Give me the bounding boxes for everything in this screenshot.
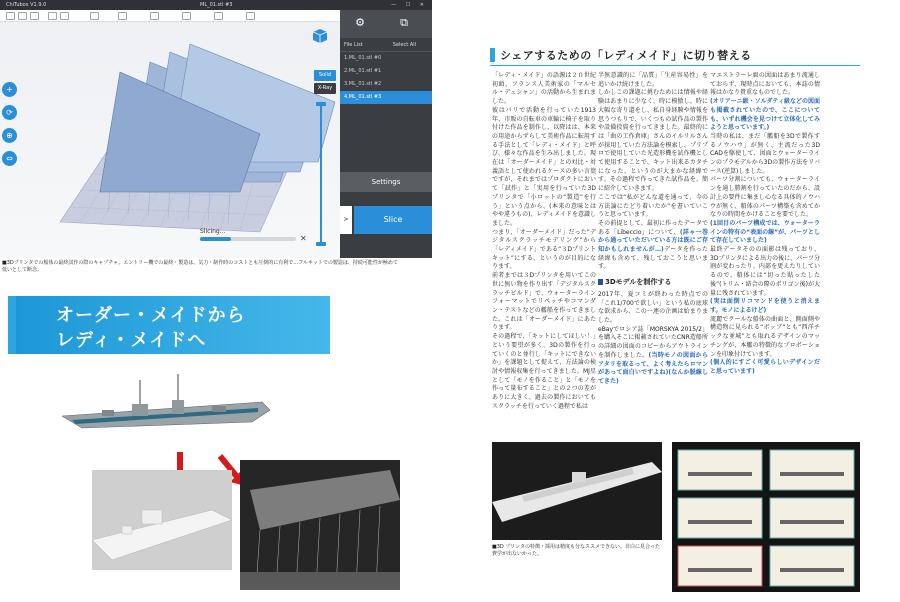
paragraph: パーツ分割についても、ウォーターラインを通し勝割を行っていたのだから、設計上の要件に集まし心なる具体的ノウハウが無く、船体のパーツ構築も含めてかなりの時間をかけることを要でした。 [710,176,820,219]
settings-icon[interactable] [246,12,255,20]
app-name: ChiTubox V1.9.0 [6,2,47,8]
photo-printed-hull-bw [492,442,662,540]
rotate-tool-icon[interactable]: ⟳ [2,105,17,120]
progress-track [200,237,296,241]
file-list [340,52,432,104]
left-page [0,0,432,602]
redo-icon[interactable] [60,12,69,20]
paragraph: 当時の私は、まだ「艦船を3Dで製作するノウハウ」が無く、主流だった3D CADを駆使して、図面とウォーターラインのプラモデルから3Dの製作方法をリバース(逆算)しました。 [710,132,820,175]
banner-line-1: オーダー・メイドから [56,305,246,326]
app-titlebar [0,0,432,10]
progress-fill [200,237,231,241]
folder-icon[interactable] [30,12,39,20]
slicer-screenshot [0,0,432,258]
subheading [598,278,708,287]
page-gutter [432,0,448,602]
hollow-icon[interactable] [150,12,159,20]
file-list-item[interactable]: 1.ML_01.stl #0 [344,55,382,61]
highlighted-aside: (1回目のパーツ構成では、ウォーターラインの特有の“表面の線”が、パーツとして存在していました) [710,219,820,245]
paragraph: ここでは“私がどんな道を通って、今の方法論にたどり着いたか”を書いていこうと思っています。 [598,193,708,219]
paragraph: その過程で、「キットにしてほしい！」という要望が多く、3Dの製作を行っていくのと並行し「キットにできないか」を課題として捉えて、方法論の検討や情報収集を行ってきました。MJ星として「モノを作ること」と「モノを作って量布すること」との２つの差がありに大きく、過去の製作においてもスクラッチを行っていく過程で私は [492,333,596,410]
article-heading [490,48,830,62]
side-toolbar [2,82,18,174]
scale-tool-icon[interactable]: ⊕ [2,128,17,143]
paragraph [598,220,708,272]
build-plate-scene [0,22,340,258]
window-controls[interactable]: — ☐ ✕ [391,2,428,8]
mirror-tool-icon[interactable]: ⇔ [2,151,17,166]
article-title: シェアするための「レディメイド」に切り替える [500,49,752,62]
cancel-slicing-icon[interactable]: ✕ [300,234,307,243]
paragraph: しかしこの課題に挑むためには情報や経験はあまりに少なく、時に模倣し、時に大幅な寄り道をし、私自身経験や情報を思うつもりで、いくつもの試作品の製作や設備投資を行ってきました。最終的には「曲の工作倉庫」さんのイルリルさんが採用していた方法論を模索し、プリプロで使用していた光造形機を試作機として使用することで、キット出来るカタチになった、というのが大まかな経緯です。その過程で作ってきた試作品を、簡に紹介していきます。 [598,89,708,193]
layout-icon[interactable] [214,12,223,20]
highlighted-aside: (個人的にすごく可愛らしいデザインだと思っています) [710,359,820,375]
solid-mode-button[interactable]: Solid [314,70,336,81]
open-file-icon[interactable] [6,12,15,20]
photo-kit-boxes [672,442,860,592]
paragraph: 「レディ・メイド」の語源は２０世紀初頭、フランス人美術家の「マルセル・デュシャン」の活動から生まれました。 [492,72,596,106]
support-icon[interactable] [118,12,127,20]
subheading-text: 3Dモデルを制作する [605,278,672,287]
screenshot-caption: ■3Dプリンタでの船体の最終試作の際のキャプチャ。エントリー機での最終・製造は、気力・制作時のコストとも圧倒的に有利で…フルキットでの製造は、持続可能性が極めて低いとして断念。 [2,260,398,273]
paragraph: 彼はパリで活動を行っていた1913年、市販の自転車の車輪に椅子を取り付けた作品を制作し、以降はは、本来の用途からずらして美術作品に転用する手法として「レディ・メイド」と呼び、様々な作品を生み出しました。現在は「オーダーメイド」との対比・対義語として使われるケースの多い言葉ですが、それまではプロダクトにおいて「試作」と「実用を行っていた3Dプリンタで「小ロットの“製造”を行う」という点から、(本来の意味とはやや違うもの)、レディメイドを意識しました。 [492,106,596,227]
paragraph-text: データを作った経緯も含めて、残しておこうと思います。 [598,246,708,271]
view-cube-icon[interactable] [312,28,328,44]
highlighted-aside: (詳ゃ一巻から通っていただいている方は既にご存知かもしれませんが…) [598,228,708,254]
article-column-3 [710,72,820,377]
paragraph: 最終データそのの面影は残っており、3Dプリンタによる出力の後に、パーツ分割が変わったり、内部を更えたりしているので、船体には“切った貼ったした後”(トリム・結合の際のポリゴン後)が大量に残されています。 [710,246,820,297]
article-column-1 [492,72,596,411]
save-file-icon[interactable] [18,12,27,20]
layer-slider-bottom-handle[interactable] [316,242,326,246]
paragraph [598,326,708,387]
file-list-item[interactable]: 3.ML_01.stl #2 [344,81,382,87]
slicing-progress [200,228,307,243]
select-all-checkbox[interactable]: Select All [392,42,416,48]
paragraph-text: その前提として、最初に作ったデータである「Libeccio」について、 [598,219,708,236]
expand-toggle[interactable]: > [340,206,352,234]
gear-icon[interactable]: ⚙ [355,16,365,29]
machine-icon[interactable] [90,12,99,20]
title-accent-bar [490,48,495,62]
photo-caption: ■3D プリンタの特徴・採用は精度も分なススメできない。非白に見合った費学が出ないかった。 [492,544,660,557]
paragraph: 半無意識的に「品質」「生産容易性」を追いかけ続けました。 [598,72,708,88]
file-list-header [340,38,432,52]
article-column-2 [598,72,708,387]
undo-icon[interactable] [48,12,57,20]
render-mode-group [314,70,336,94]
slice-button[interactable]: Slice [354,206,432,234]
paragraph: 流麗でクールな船体の曲面と、側面側や構造物に見られる“ボッブ”とも“西洋チックな並城”とも取れるデザインのマッチングが、本艦の特徴的なプロポーションを印象付けています。 [710,315,820,358]
right-panel [340,10,432,258]
settings-button[interactable]: Settings [340,172,432,192]
right-page [448,0,900,602]
photo-supported-print [240,460,400,590]
layer-slider-top-handle[interactable] [316,102,326,106]
file-list-label: File List [344,42,363,48]
file-list-item-selected[interactable]: 4.ML_01.stl #3 [340,91,432,104]
layer-slider-track[interactable] [320,104,322,244]
photo-white-printed-hull [92,470,232,570]
highlighted-aside: (当時モノの図面からアタリを取るって、よく考えたらロマンがあって面白いですよね)(なんか脱線してきた) [598,351,708,385]
paragraph: 2017年、夏コミが終わった時点での「これ1/700で欲しい」という私の底球な欲求から、この一連の企画は始まりました。 [598,290,708,324]
paragraph: 前者までは３Dプリンタを用いてこの世に無い物を作り出す「デジタルスクラッチビルド」で、ウォーターラインフォーマットでリペッチやコマンダン・テストなどの艦船を作ってきました。これは「オーダーメイド」にあたります。 [492,272,596,332]
3d-viewport[interactable] [0,22,340,258]
subheading-marker [598,279,603,285]
copy-icon[interactable]: ⧉ [400,16,408,29]
section-banner [8,296,330,354]
paragraph: つまり、「オーダーメイド」だった“デジタルスクラッチモデリング”から「レディメイド」である“３Dプリントキット”にする、というのが目的になります。 [492,228,596,271]
file-list-item[interactable]: 2.ML_01.stl #1 [344,68,382,74]
banner-line-2: レディ・メイドへ [56,330,207,351]
measure-icon[interactable] [182,12,191,20]
highlighted-aside: (オリアーニ級・ソルダティ級などの図面も掲載されていたので、ここについても、いずれ機会を見つけて立体化してみようと思っています。) [710,98,820,132]
highlighted-aside: (実は面倒リコマンドを使うと消えます。モノによるけど) [710,298,820,314]
progress-label: Slicing... [200,228,226,235]
paragraph: マエストラーレ級の図面はあまり流通しておらず、現時点においても、本誌の情報はかなり貴重なものでした。 [710,72,820,97]
move-tool-icon[interactable]: + [2,82,17,97]
file-title: ML_01.stl #3 [200,2,233,8]
panel-tabs [340,10,432,38]
title-rule [490,65,860,66]
paragraph-text: eBayでロシア誌「MORSKYA 2015/2」を購入そこに掲載されていたCNR造船所の詳細の図面のコピーからアウトラインを制作しました。 [598,325,708,359]
ship-model-render [62,366,270,456]
xray-mode-button[interactable]: X-Ray [314,83,336,94]
toolbar [0,10,340,22]
